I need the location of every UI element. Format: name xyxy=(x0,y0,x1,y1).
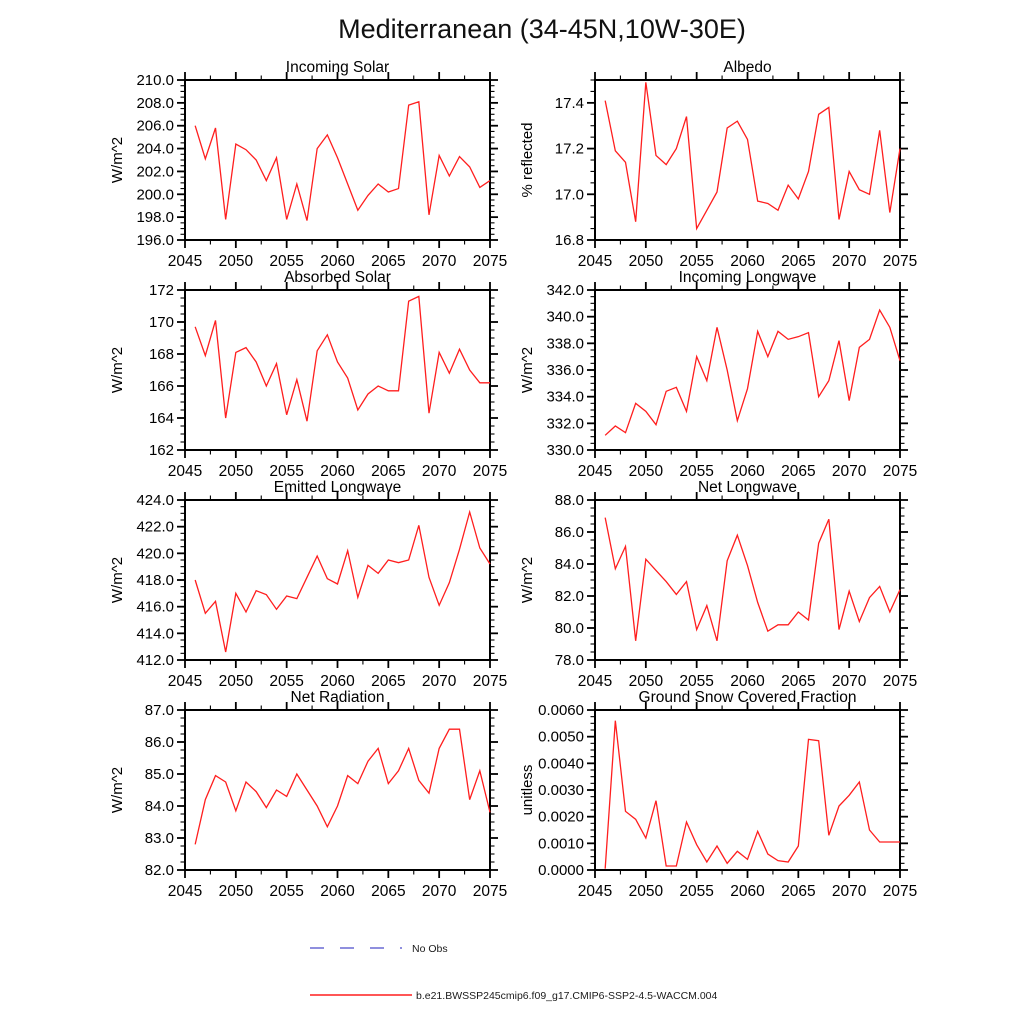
svg-text:2060: 2060 xyxy=(730,673,765,690)
svg-text:2060: 2060 xyxy=(730,463,765,480)
svg-text:170: 170 xyxy=(148,314,174,331)
svg-text:2060: 2060 xyxy=(320,673,355,690)
svg-text:2045: 2045 xyxy=(577,883,613,900)
series-line-net-radiation xyxy=(195,729,490,844)
minor-ticks xyxy=(591,496,905,665)
svg-text:2075: 2075 xyxy=(472,883,508,900)
svg-text:17.4: 17.4 xyxy=(554,94,584,112)
svg-text:162: 162 xyxy=(148,442,174,459)
svg-text:2045: 2045 xyxy=(167,463,203,480)
svg-text:424.0: 424.0 xyxy=(136,492,174,509)
svg-text:416.0: 416.0 xyxy=(136,598,174,616)
svg-text:338.0: 338.0 xyxy=(546,335,584,353)
svg-text:2070: 2070 xyxy=(421,463,457,480)
svg-text:2075: 2075 xyxy=(472,463,508,480)
svg-text:2045: 2045 xyxy=(167,673,203,690)
series-line-incoming-longwave xyxy=(605,310,900,435)
svg-text:0.0040: 0.0040 xyxy=(538,755,584,773)
major-ticks xyxy=(177,282,498,458)
series-line-net-longwave xyxy=(605,518,900,641)
svg-text:336.0: 336.0 xyxy=(546,362,584,379)
svg-text:342.0: 342.0 xyxy=(546,282,584,299)
svg-text:2045: 2045 xyxy=(577,463,613,480)
svg-text:2060: 2060 xyxy=(730,253,765,270)
minor-ticks xyxy=(591,76,905,245)
svg-text:84.0: 84.0 xyxy=(554,556,584,573)
y-axis-label: W/m^2 xyxy=(109,766,126,814)
panel-title: Net Longwave xyxy=(697,479,798,496)
svg-text:2050: 2050 xyxy=(628,883,664,900)
svg-text:88.0: 88.0 xyxy=(554,492,584,509)
svg-text:2065: 2065 xyxy=(781,463,816,480)
panel-albedo xyxy=(510,56,935,274)
svg-text:2075: 2075 xyxy=(472,253,508,270)
legend xyxy=(300,928,770,1020)
svg-text:85.0: 85.0 xyxy=(144,766,174,783)
panel-net-longwave xyxy=(510,476,935,694)
svg-text:2065: 2065 xyxy=(781,253,816,270)
svg-text:17.2: 17.2 xyxy=(554,140,584,158)
series-line-albedo xyxy=(605,82,900,228)
svg-text:2060: 2060 xyxy=(730,883,765,900)
panel-absorbed-solar xyxy=(100,266,525,484)
minor-ticks xyxy=(591,706,905,875)
series-line-ground-snow-covered-fraction xyxy=(605,721,900,869)
svg-text:2050: 2050 xyxy=(218,253,254,270)
panel-ground-snow-covered-fraction xyxy=(510,686,935,904)
panel-title: Incoming Longwave xyxy=(678,269,817,286)
svg-text:2055: 2055 xyxy=(269,883,304,900)
svg-text:2075: 2075 xyxy=(882,463,918,480)
svg-text:2055: 2055 xyxy=(679,253,714,270)
svg-text:87.0: 87.0 xyxy=(144,702,174,719)
svg-text:2075: 2075 xyxy=(472,673,508,690)
panel-title: Absorbed Solar xyxy=(284,269,391,286)
panel-title: Albedo xyxy=(723,59,772,76)
svg-text:86.0: 86.0 xyxy=(554,524,584,541)
svg-text:2055: 2055 xyxy=(679,883,714,900)
svg-text:2070: 2070 xyxy=(831,253,867,270)
svg-text:2045: 2045 xyxy=(577,253,613,270)
y-axis-label: W/m^2 xyxy=(519,556,536,604)
major-ticks xyxy=(177,72,498,248)
svg-text:2065: 2065 xyxy=(371,883,406,900)
svg-text:82.0: 82.0 xyxy=(144,862,174,879)
legend-label-model-run: b.e21.BWSSP245cmip6.f09_g17.CMIP6-SSP2-4.5-WACCM.004 xyxy=(416,990,718,1002)
svg-text:0.0050: 0.0050 xyxy=(538,728,584,746)
svg-text:2065: 2065 xyxy=(371,673,406,690)
svg-text:2065: 2065 xyxy=(781,673,816,690)
y-axis-label: W/m^2 xyxy=(109,136,126,184)
minor-ticks xyxy=(591,286,905,455)
svg-text:82.0: 82.0 xyxy=(554,588,584,605)
svg-text:166: 166 xyxy=(148,378,174,395)
svg-text:2050: 2050 xyxy=(218,883,254,900)
svg-text:2060: 2060 xyxy=(320,463,355,480)
panel-title: Incoming Solar xyxy=(285,59,390,76)
axis-frame xyxy=(185,290,490,450)
minor-ticks xyxy=(181,76,495,245)
svg-text:198.0: 198.0 xyxy=(136,209,174,227)
y-axis-label: W/m^2 xyxy=(109,346,126,394)
svg-text:80.0: 80.0 xyxy=(554,620,584,637)
x-tick-labels xyxy=(578,883,917,900)
svg-text:84.0: 84.0 xyxy=(144,798,174,815)
major-ticks xyxy=(587,492,908,668)
svg-text:16.8: 16.8 xyxy=(554,232,584,249)
y-tick-labels xyxy=(136,72,174,249)
svg-text:0.0000: 0.0000 xyxy=(538,862,584,879)
svg-text:2075: 2075 xyxy=(882,253,918,270)
svg-text:2070: 2070 xyxy=(831,883,867,900)
axis-frame xyxy=(185,500,490,660)
svg-text:0.0060: 0.0060 xyxy=(538,702,584,719)
y-tick-labels xyxy=(136,492,174,669)
svg-text:332.0: 332.0 xyxy=(546,415,584,433)
svg-text:2045: 2045 xyxy=(167,253,203,270)
svg-text:2060: 2060 xyxy=(320,883,355,900)
axis-frame xyxy=(595,710,900,870)
panel-incoming-solar xyxy=(100,56,525,274)
svg-text:17.0: 17.0 xyxy=(554,186,584,204)
svg-text:422.0: 422.0 xyxy=(136,518,174,536)
axis-frame xyxy=(185,80,490,240)
svg-text:2050: 2050 xyxy=(628,253,664,270)
y-tick-labels xyxy=(555,492,584,669)
y-axis-label: W/m^2 xyxy=(109,556,126,604)
legend-label-no-obs: No Obs xyxy=(412,943,448,955)
svg-text:412.0: 412.0 xyxy=(136,652,174,669)
svg-text:196.0: 196.0 xyxy=(136,232,174,249)
legend-item-no-obs xyxy=(310,943,448,955)
svg-text:2065: 2065 xyxy=(371,253,406,270)
axis-frame xyxy=(185,710,490,870)
legend-item-model-run xyxy=(310,990,717,1002)
svg-text:2070: 2070 xyxy=(421,673,457,690)
svg-text:2055: 2055 xyxy=(269,463,304,480)
svg-text:420.0: 420.0 xyxy=(136,545,174,563)
y-axis-label: unitless xyxy=(519,764,536,816)
svg-text:2055: 2055 xyxy=(269,253,304,270)
svg-text:2050: 2050 xyxy=(218,673,254,690)
svg-text:0.0030: 0.0030 xyxy=(538,782,584,799)
svg-text:86.0: 86.0 xyxy=(144,734,174,751)
panel-emitted-longwave xyxy=(100,476,525,694)
y-tick-labels xyxy=(145,702,174,879)
axis-frame xyxy=(595,500,900,660)
figure-title: Mediterranean (34-45N,10W-30E) xyxy=(338,14,746,44)
svg-text:210.0: 210.0 xyxy=(136,72,174,89)
panel-incoming-longwave xyxy=(510,266,935,484)
svg-text:2070: 2070 xyxy=(421,253,457,270)
svg-text:83.0: 83.0 xyxy=(144,830,174,847)
svg-text:340.0: 340.0 xyxy=(546,308,584,326)
svg-text:0.0020: 0.0020 xyxy=(538,808,584,826)
svg-text:202.0: 202.0 xyxy=(136,163,174,181)
svg-text:0.0010: 0.0010 xyxy=(538,835,584,853)
axis-frame xyxy=(595,290,900,450)
svg-text:414.0: 414.0 xyxy=(136,625,174,643)
svg-text:164: 164 xyxy=(148,410,174,427)
svg-text:330.0: 330.0 xyxy=(546,442,584,459)
panel-title: Emitted Longwave xyxy=(273,479,402,496)
svg-text:2055: 2055 xyxy=(269,673,304,690)
svg-text:2060: 2060 xyxy=(320,253,355,270)
svg-text:2070: 2070 xyxy=(831,673,867,690)
svg-text:2065: 2065 xyxy=(371,463,406,480)
svg-text:2055: 2055 xyxy=(679,463,714,480)
svg-text:2070: 2070 xyxy=(421,883,457,900)
svg-text:168: 168 xyxy=(148,346,174,363)
y-tick-labels xyxy=(546,282,584,459)
y-axis-label: W/m^2 xyxy=(519,346,536,394)
svg-text:2045: 2045 xyxy=(577,673,613,690)
svg-text:78.0: 78.0 xyxy=(554,652,584,669)
y-tick-labels xyxy=(538,702,584,879)
svg-text:208.0: 208.0 xyxy=(136,94,174,112)
svg-text:418.0: 418.0 xyxy=(136,572,174,589)
svg-text:2065: 2065 xyxy=(781,883,816,900)
y-axis-label: % reflected xyxy=(519,122,536,198)
svg-text:200.0: 200.0 xyxy=(136,186,174,204)
y-tick-labels xyxy=(555,95,584,249)
major-ticks xyxy=(587,282,908,458)
svg-text:204.0: 204.0 xyxy=(136,140,174,158)
svg-text:2045: 2045 xyxy=(167,883,203,900)
svg-text:2055: 2055 xyxy=(679,673,714,690)
panel-net-radiation xyxy=(100,686,525,904)
series-line-emitted-longwave xyxy=(195,512,490,652)
svg-text:2075: 2075 xyxy=(882,883,918,900)
svg-text:2050: 2050 xyxy=(628,673,664,690)
x-tick-labels xyxy=(168,883,507,900)
svg-text:2050: 2050 xyxy=(628,463,664,480)
svg-text:172: 172 xyxy=(148,282,174,299)
series-line-absorbed-solar xyxy=(195,296,490,421)
svg-text:334.0: 334.0 xyxy=(546,388,584,406)
svg-text:2050: 2050 xyxy=(218,463,254,480)
major-ticks xyxy=(177,702,498,878)
svg-text:2075: 2075 xyxy=(882,673,918,690)
svg-text:206.0: 206.0 xyxy=(136,117,174,135)
panel-title: Net Radiation xyxy=(290,689,385,706)
major-ticks xyxy=(587,702,908,878)
svg-text:2070: 2070 xyxy=(831,463,867,480)
series-line-incoming-solar xyxy=(195,102,490,221)
y-tick-labels xyxy=(149,282,174,459)
minor-ticks xyxy=(181,706,495,875)
panel-title: Ground Snow Covered Fraction xyxy=(638,689,857,706)
